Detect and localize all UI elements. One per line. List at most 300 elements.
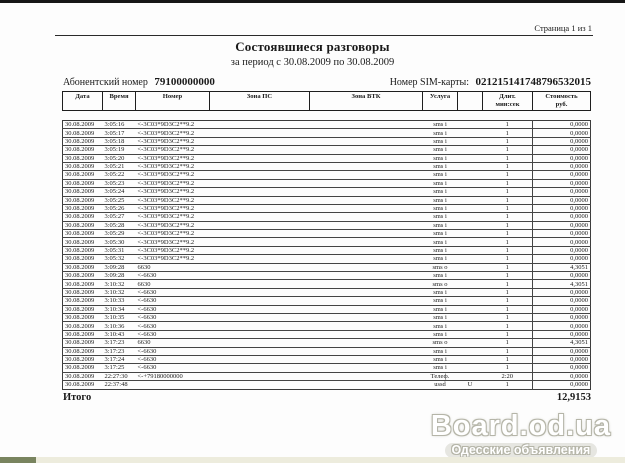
cell-3 (210, 288, 310, 296)
cell-0: 30.08.2009 (63, 313, 103, 321)
cell-7: 1 (483, 381, 533, 389)
cell-1: 3:05:18 (103, 137, 136, 145)
column-header-8: Стоимость руб. (533, 92, 591, 111)
table-row (63, 339, 591, 347)
cell-6 (458, 347, 483, 355)
cell-8: 0,0000 (533, 146, 591, 154)
cell-1: 3:10:35 (103, 313, 136, 321)
cell-0: 30.08.2009 (63, 179, 103, 187)
cell-3 (210, 129, 310, 137)
cell-5: Телеф. (423, 372, 458, 380)
cell-7: 1 (483, 213, 533, 221)
cell-4 (310, 355, 423, 363)
cell-8: 0,0000 (533, 230, 591, 238)
table-row (63, 263, 591, 271)
table-row (63, 238, 591, 246)
cell-0: 30.08.2009 (63, 146, 103, 154)
cell-4 (310, 230, 423, 238)
cell-8: 4,3051 (533, 339, 591, 347)
table-row (63, 381, 591, 389)
cell-8: 0,0000 (533, 313, 591, 321)
table-row (63, 129, 591, 137)
column-header-7: Длит. мин:сек (483, 92, 533, 111)
cell-5: sms i (423, 179, 458, 187)
column-header-0: Дата (63, 92, 103, 111)
cell-2: 6630 (136, 339, 210, 347)
table-row (63, 305, 591, 313)
cell-4 (310, 213, 423, 221)
cell-1: 3:05:24 (103, 188, 136, 196)
cell-0: 30.08.2009 (63, 330, 103, 338)
cell-8: 0,0000 (533, 221, 591, 229)
totals-value: 12,9153 (556, 392, 591, 403)
cell-6 (458, 213, 483, 221)
table-row (63, 154, 591, 162)
cell-5: sms o (423, 263, 458, 271)
cell-7: 1 (483, 162, 533, 170)
table-row (63, 162, 591, 170)
cell-1: 3:05:29 (103, 230, 136, 238)
cell-4 (310, 280, 423, 288)
cell-4 (310, 137, 423, 145)
cell-1: 3:05:23 (103, 179, 136, 187)
cell-8: 0,0000 (533, 121, 591, 129)
cell-6 (458, 280, 483, 288)
cell-5: sms i (423, 171, 458, 179)
table-row (63, 137, 591, 145)
cell-3 (210, 280, 310, 288)
cell-5: sms i (423, 305, 458, 313)
cell-6 (458, 146, 483, 154)
cell-2: <-3C03*9D3C2**9.2 (136, 221, 210, 229)
cell-6 (458, 263, 483, 271)
table-row (63, 213, 591, 221)
cell-6 (458, 204, 483, 212)
cell-8: 0,0000 (533, 330, 591, 338)
cell-8: 0,0000 (533, 347, 591, 355)
cell-2: <-3C03*9D3C2**9.2 (136, 179, 210, 187)
cell-0: 30.08.2009 (63, 280, 103, 288)
cell-6 (458, 162, 483, 170)
cell-1: 3:05:25 (103, 196, 136, 204)
cell-0: 30.08.2009 (63, 171, 103, 179)
cell-1: 3:17:25 (103, 364, 136, 372)
cell-5: sms i (423, 355, 458, 363)
page-number-label: Страница 1 из 1 (534, 23, 592, 33)
cell-7: 1 (483, 221, 533, 229)
subscriber-number-label: Абонентский номер (63, 77, 148, 88)
cell-4 (310, 154, 423, 162)
cell-8: 0,0000 (533, 355, 591, 363)
cell-4 (310, 339, 423, 347)
cell-1: 3:05:28 (103, 221, 136, 229)
cell-0: 30.08.2009 (63, 263, 103, 271)
cell-5: sms i (423, 364, 458, 372)
cell-4 (310, 146, 423, 154)
cell-5: sms i (423, 137, 458, 145)
cell-4 (310, 204, 423, 212)
cell-1: 22:37:48 (103, 381, 136, 389)
cell-8: 0,0000 (533, 272, 591, 280)
cell-4 (310, 322, 423, 330)
cell-1: 3:05:21 (103, 162, 136, 170)
cell-5: sms i (423, 162, 458, 170)
cell-3 (210, 230, 310, 238)
cell-5: sms i (423, 272, 458, 280)
cell-1: 3:10:32 (103, 288, 136, 296)
cell-5: sms i (423, 347, 458, 355)
cell-3 (210, 347, 310, 355)
cell-1: 3:05:16 (104, 121, 125, 129)
column-header-5: Услуга (423, 92, 458, 111)
cell-0: 30.08.2009 (63, 255, 103, 263)
top-border-bar (0, 0, 625, 3)
cell-8: 0,0000 (533, 238, 591, 246)
cell-1: 3:05:26 (103, 204, 136, 212)
cell-3 (210, 238, 310, 246)
cell-6 (458, 137, 483, 145)
cell-3 (210, 246, 310, 254)
cell-7: 1 (483, 330, 533, 338)
cell-6: U (458, 381, 483, 389)
cell-4 (310, 347, 423, 355)
cell-2: <-6630 (136, 313, 210, 321)
cell-6 (458, 355, 483, 363)
cell-4 (310, 364, 423, 372)
cell-1: 3:09:28 (103, 272, 136, 280)
cell-6 (458, 196, 483, 204)
cell-6 (458, 154, 483, 162)
sim-number-value: 021215141748796532015 (475, 76, 591, 88)
cell-4 (310, 305, 423, 313)
cell-3 (210, 305, 310, 313)
column-header-3: Зона ПС (210, 92, 310, 111)
cell-2: <-6630 (136, 288, 210, 296)
cell-7: 1 (483, 196, 533, 204)
cell-1: 3:05:17 (103, 129, 136, 137)
cell-6 (458, 221, 483, 229)
cell-4 (310, 263, 423, 271)
cell-4 (310, 372, 423, 380)
cell-8: 0,0000 (533, 381, 591, 389)
cell-5: sms i (423, 213, 458, 221)
table-row (63, 171, 591, 179)
cell-6 (458, 330, 483, 338)
cell-3 (210, 372, 310, 380)
cell-2: <-3C03*9D3C2**9.2 (136, 255, 210, 263)
cell-8: 0,0000 (533, 196, 591, 204)
bottom-corner-block (0, 457, 36, 463)
cell-5: sms i (423, 255, 458, 263)
cell-6 (458, 305, 483, 313)
cell-5: sms i (423, 288, 458, 296)
cell-7: 1 (483, 297, 533, 305)
cell-7: 1 (483, 137, 533, 145)
cell-6 (458, 121, 483, 129)
cell-8: 0,0000 (533, 137, 591, 145)
cell-5: sms i (423, 313, 458, 321)
cell-4 (310, 162, 423, 170)
table-row (63, 347, 591, 355)
cell-2: <-6630 (136, 347, 210, 355)
cell-1: 22:27:30 (103, 372, 136, 380)
cell-5: sms o (423, 280, 458, 288)
cell-2: <-+79180000000 (136, 372, 210, 380)
column-header-1: Время (103, 92, 136, 111)
column-header-row (63, 92, 591, 111)
table-row (63, 272, 591, 280)
cell-0: 30.08.2009 (63, 364, 103, 372)
cell-3 (210, 188, 310, 196)
cell-4 (310, 297, 423, 305)
cell-8: 0,0000 (533, 246, 591, 254)
cell-6 (458, 188, 483, 196)
table-row (63, 230, 591, 238)
cell-2: <-3C03*9D3C2**9.2 (136, 196, 210, 204)
subscriber-number-group (63, 76, 215, 88)
table-row (63, 313, 591, 321)
cell-2: <-6630 (136, 330, 210, 338)
cell-2: <-3C03*9D3C2**9.2 (136, 246, 210, 254)
header-divider (55, 35, 593, 36)
table-row (63, 179, 591, 187)
cell-6 (458, 230, 483, 238)
watermark-tagline: Одесские объявления (445, 443, 598, 458)
cell-7: 1 (505, 121, 509, 129)
cell-0: 30.08.2009 (63, 137, 103, 145)
cell-7: 1 (483, 230, 533, 238)
cell-7: 1 (483, 204, 533, 212)
cell-0: 30.08.2009 (63, 188, 103, 196)
cell-8: 0,0000 (533, 204, 591, 212)
cell-7: 1 (483, 263, 533, 271)
cell-7: 1 (483, 179, 533, 187)
cell-3 (210, 364, 310, 372)
cell-2: <-3C03*9D3C2**9.2 (136, 137, 210, 145)
cell-2: <-6630 (136, 272, 210, 280)
cell-3 (210, 221, 310, 229)
cell-5: sms i (423, 230, 458, 238)
cell-8: 0,0000 (533, 162, 591, 170)
table-row (63, 288, 591, 296)
cell-1: 3:05:20 (103, 154, 136, 162)
cell-3 (210, 204, 310, 212)
cell-7: 1 (483, 288, 533, 296)
cell-6 (458, 129, 483, 137)
cell-8: 0,0000 (533, 171, 591, 179)
cell-2: <-6630 (136, 322, 210, 330)
cell-3 (210, 154, 310, 162)
cell-3 (210, 162, 310, 170)
cell-5: sms i (433, 121, 447, 129)
cell-0: 30.08.2009 (63, 230, 103, 238)
cell-5: sms i (423, 322, 458, 330)
cell-2: <-3C03*9D3C2**9.2 (136, 230, 210, 238)
cell-4 (310, 255, 423, 263)
cell-4 (310, 121, 423, 129)
cell-7: 1 (483, 146, 533, 154)
cell-0: 30.08.2009 (63, 204, 103, 212)
call-table-body (62, 120, 591, 390)
cell-0: 30.08.2009 (63, 246, 103, 254)
totals-row (63, 392, 591, 403)
column-header-4: Зона ВТК (310, 92, 423, 111)
cell-1: 3:05:32 (103, 255, 136, 263)
cell-8: 0,0000 (533, 364, 591, 372)
cell-6 (458, 339, 483, 347)
cell-2: <-3C03*9D3C2**9.2 (136, 188, 210, 196)
cell-6 (458, 255, 483, 263)
cell-2: <-6630 (136, 305, 210, 313)
cell-4 (310, 179, 423, 187)
cell-3 (210, 171, 310, 179)
cell-3 (210, 255, 310, 263)
cell-6 (458, 272, 483, 280)
table-row (63, 372, 591, 380)
table-row (63, 330, 591, 338)
cell-8: 0,0000 (533, 297, 591, 305)
cell-0: 30.08.2009 (63, 238, 103, 246)
cell-5: sms i (423, 238, 458, 246)
cell-8: 0,0000 (533, 179, 591, 187)
cell-0: 30.08.2009 (63, 162, 103, 170)
cell-1: 3:17:23 (103, 347, 136, 355)
cell-7: 1 (483, 313, 533, 321)
cell-1: 3:17:23 (103, 339, 136, 347)
cell-2: <-6630 (136, 355, 210, 363)
cell-7: 1 (483, 188, 533, 196)
table-row (63, 204, 591, 212)
cell-2: <-3C03*9D3C2**9.2 (136, 129, 210, 137)
account-info-row (63, 76, 591, 88)
cell-3 (210, 381, 310, 389)
cell-4 (310, 171, 423, 179)
cell-2: <-3C03*9D3C2**9.2 (136, 154, 210, 162)
cell-1: 3:10:33 (103, 297, 136, 305)
cell-8: 0,0000 (533, 154, 591, 162)
cell-6 (458, 238, 483, 246)
cell-5: sms i (423, 196, 458, 204)
watermark (431, 411, 611, 459)
cell-0: 30.08.2009 (63, 322, 103, 330)
cell-5: sms i (423, 246, 458, 254)
cell-7: 1 (483, 129, 533, 137)
cell-5: sms i (423, 188, 458, 196)
cell-1: 3:10:34 (103, 305, 136, 313)
cell-1: 3:05:30 (103, 238, 136, 246)
cell-8: 0,0000 (533, 288, 591, 296)
table-row (63, 355, 591, 363)
column-header-6 (458, 92, 483, 111)
cell-5: sms i (423, 154, 458, 162)
cell-6 (458, 171, 483, 179)
cell-7: 1 (483, 364, 533, 372)
cell-2: 6630 (136, 280, 210, 288)
cell-0: 30.08.2009 (65, 121, 95, 129)
cell-5: sms i (423, 146, 458, 154)
cell-3 (210, 146, 310, 154)
table-row (63, 364, 591, 372)
cell-4 (310, 188, 423, 196)
table-row (63, 196, 591, 204)
cell-5: ussd (423, 381, 458, 389)
cell-2: 6630 (136, 263, 210, 271)
cell-5: sms i (423, 221, 458, 229)
cell-1: 3:09:28 (103, 263, 136, 271)
document-period-subtitle: за период с 30.08.2009 по 30.08.2009 (230, 57, 395, 68)
cell-0: 30.08.2009 (63, 154, 103, 162)
cell-3 (210, 297, 310, 305)
cell-7: 1 (483, 322, 533, 330)
sim-number-group (390, 76, 591, 88)
table-row (63, 255, 591, 263)
cell-3 (210, 272, 310, 280)
cell-3 (210, 263, 310, 271)
cell-1: 3:05:19 (103, 146, 136, 154)
cell-0: 30.08.2009 (63, 288, 103, 296)
cell-5: sms i (423, 204, 458, 212)
cell-8: 0,0000 (533, 213, 591, 221)
cell-4 (310, 129, 423, 137)
cell-1: 3:05:27 (103, 213, 136, 221)
cell-0: 30.08.2009 (63, 129, 103, 137)
cell-2: <-3C03*9D3C2**9.2 (136, 238, 210, 246)
cell-0: 30.08.2009 (63, 221, 103, 229)
cell-6 (458, 288, 483, 296)
cell-7: 1 (483, 280, 533, 288)
cell-7: 1 (483, 154, 533, 162)
sim-number-label: Номер SIM-карты: (389, 77, 469, 88)
cell-1: 3:10:43 (103, 330, 136, 338)
cell-4 (310, 381, 423, 389)
cell-6 (458, 297, 483, 305)
cell-7: 1 (483, 305, 533, 313)
table-row (63, 246, 591, 254)
cell-2: <-3C03*9D3C2**9.2 (136, 213, 210, 221)
cell-1: 3:05:31 (103, 246, 136, 254)
cell-1: 3:10:32 (103, 280, 136, 288)
cell-1: 3:17:24 (103, 355, 136, 363)
cell-5: sms i (423, 297, 458, 305)
cell-6 (458, 246, 483, 254)
cell-3 (210, 355, 310, 363)
cell-3 (210, 322, 310, 330)
cell-4 (310, 288, 423, 296)
table-row (63, 280, 591, 288)
cell-3 (210, 330, 310, 338)
cell-1: 3:05:22 (103, 171, 136, 179)
cell-4 (310, 246, 423, 254)
cell-2 (136, 381, 210, 389)
cell-4 (310, 221, 423, 229)
cell-4 (310, 238, 423, 246)
cell-5: sms i (423, 330, 458, 338)
cell-0: 30.08.2009 (63, 381, 103, 389)
cell-8: 4,3051 (533, 263, 591, 271)
cell-5: sms o (423, 339, 458, 347)
cell-1: 3:10:36 (103, 322, 136, 330)
subscriber-number-value: 79100000000 (154, 76, 215, 88)
cell-7: 1 (483, 355, 533, 363)
cell-0: 30.08.2009 (63, 339, 103, 347)
cell-8: 0,0000 (533, 372, 591, 380)
bottom-strip (0, 457, 625, 463)
cell-6 (458, 313, 483, 321)
cell-0: 30.08.2009 (63, 347, 103, 355)
table-row (63, 221, 591, 229)
cell-0: 30.08.2009 (63, 372, 103, 380)
cell-7: 1 (483, 347, 533, 355)
